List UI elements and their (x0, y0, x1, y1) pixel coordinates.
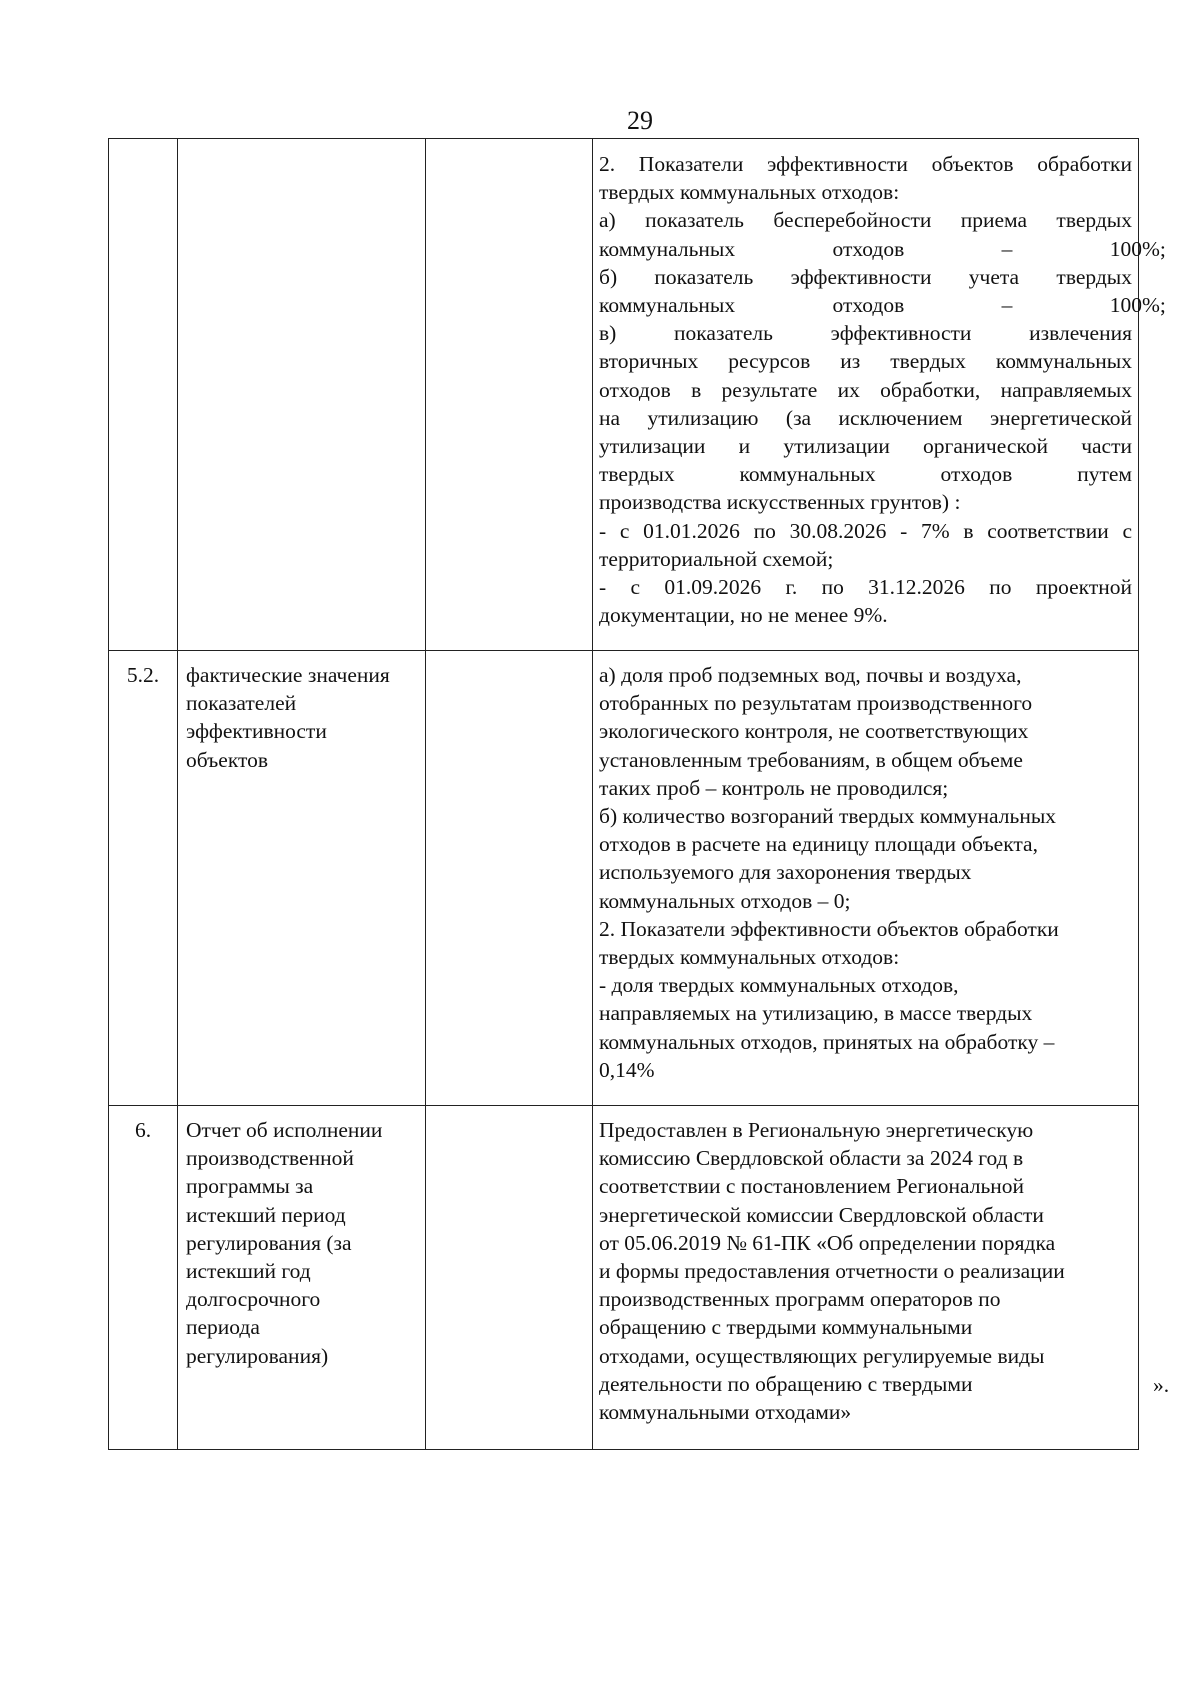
name-line: регулирования (за (186, 1230, 352, 1255)
value-line: - доля твердых коммунальных отходов, (599, 973, 959, 998)
value-line: производственных программ операторов по (599, 1287, 1001, 1312)
value-line: установленным требованиям, в общем объеме (599, 747, 1023, 772)
table-row-6 (109, 1106, 1139, 1450)
value-line: коммунальных отходов – 100%; (599, 293, 1166, 318)
value-line: используемого для захоронения твердых (599, 860, 972, 885)
value-line: экологического контроля, не соответствующих (599, 719, 1029, 744)
empty-cell (426, 139, 593, 651)
name-line: периода (186, 1315, 260, 1340)
value-line: и формы предоставления отчетности о реализации (599, 1259, 1065, 1284)
indicator-name-cell (178, 651, 426, 1106)
page-number: 29 (627, 106, 653, 135)
regulation-table (108, 138, 1166, 1450)
value-line: б) количество возгораний твердых коммунальных (599, 804, 1057, 829)
value-line: 2. Показатели эффективности объектов обработки (599, 916, 1059, 941)
value-line: 0,14% (599, 1057, 655, 1082)
value-line: документации, но не менее 9%. (599, 603, 888, 628)
name-line: программы за (186, 1174, 314, 1199)
value-line: - с 01.01.2026 по 30.08.2026 - 7% в соответствии с (599, 518, 1132, 543)
value-line: коммунальными отходами» (599, 1400, 852, 1425)
value-line: утилизации и утилизации органической части (599, 434, 1132, 459)
name-line: истекший год (186, 1259, 311, 1284)
value-line: вторичных ресурсов из твердых коммунальных (599, 349, 1132, 374)
name-line: регулирования) (186, 1343, 329, 1368)
value-line: деятельности по обращению с твердыми (599, 1371, 973, 1396)
value-line: твердых коммунальных отходов путем (599, 462, 1132, 487)
value-line: в) показатель эффективности извлечения (599, 321, 1132, 346)
value-line: от 05.06.2019 № 61-ПК «Об определении порядка (599, 1230, 1056, 1255)
value-line: а) показатель бесперебойности приема твердых (599, 208, 1132, 233)
empty-cell (426, 1106, 593, 1450)
indicator-name-cell (178, 1106, 426, 1450)
name-line: долгосрочного (186, 1287, 321, 1312)
name-line: объектов (186, 747, 268, 772)
value-line: обращению с твердыми коммунальными (599, 1315, 973, 1340)
value-line: производства искусственных грунтов) : (599, 490, 961, 515)
table-row-5-2 (109, 651, 1139, 1106)
name-line: Отчет об исполнении (186, 1118, 383, 1142)
name-line: эффективности (186, 719, 327, 744)
indicator-value-cell (593, 139, 1166, 651)
value-line: территориальной схемой; (599, 546, 834, 571)
value-line: направляемых на утилизацию, в массе твердых (599, 1001, 1033, 1026)
value-line: отобранных по результатам производственного (599, 691, 1033, 716)
indicator-value-cell (593, 1106, 1139, 1450)
value-line: 2. Показатели эффективности объектов обработки (599, 152, 1132, 176)
row-number-cell: 6. (109, 1106, 178, 1450)
name-line: истекший период (186, 1202, 346, 1227)
value-line: коммунальных отходов, принятых на обработку – (599, 1029, 1055, 1054)
value-line: а) доля проб подземных вод, почвы и воздуха, (599, 663, 1022, 687)
table-row-continuation (109, 139, 1139, 651)
value-line: комиссию Свердловской области за 2024 год в (599, 1146, 1024, 1171)
name-line: производственной (186, 1146, 354, 1171)
value-line: отходов в расчете на единицу площади объекта, (599, 832, 1038, 857)
value-line: отходами, осуществляющих регулируемые виды (599, 1343, 1045, 1368)
row-number-cell: 5.2. (109, 651, 178, 1106)
empty-cell (426, 651, 593, 1106)
indicator-name-cell (178, 139, 426, 651)
row-number-cell (109, 139, 178, 651)
value-line: твердых коммунальных отходов: (599, 945, 900, 970)
value-line: соответствии с постановлением Региональной (599, 1174, 1025, 1199)
name-line: показателей (186, 691, 297, 716)
value-line: таких проб – контроль не проводился; (599, 775, 949, 800)
value-line: - с 01.09.2026 г. по 31.12.2026 по проектной (599, 575, 1132, 600)
value-line: отходов в результате их обработки, направляемых (599, 377, 1132, 402)
name-line: фактические значения (186, 663, 390, 687)
indicator-value-cell (593, 651, 1139, 1106)
value-line: коммунальных отходов – 100%; (599, 236, 1166, 261)
value-line: б) показатель эффективности учета твердых (599, 264, 1132, 289)
value-line: твердых коммунальных отходов: (599, 180, 900, 205)
closing-quote-mark: ». (1153, 1373, 1170, 1397)
value-line: на утилизацию (за исключением энергетической (599, 405, 1132, 430)
value-line: коммунальных отходов – 0; (599, 888, 851, 913)
value-line: энергетической комиссии Свердловской области (599, 1202, 1044, 1227)
value-line: Предоставлен в Региональную энергетическую (599, 1118, 1034, 1142)
